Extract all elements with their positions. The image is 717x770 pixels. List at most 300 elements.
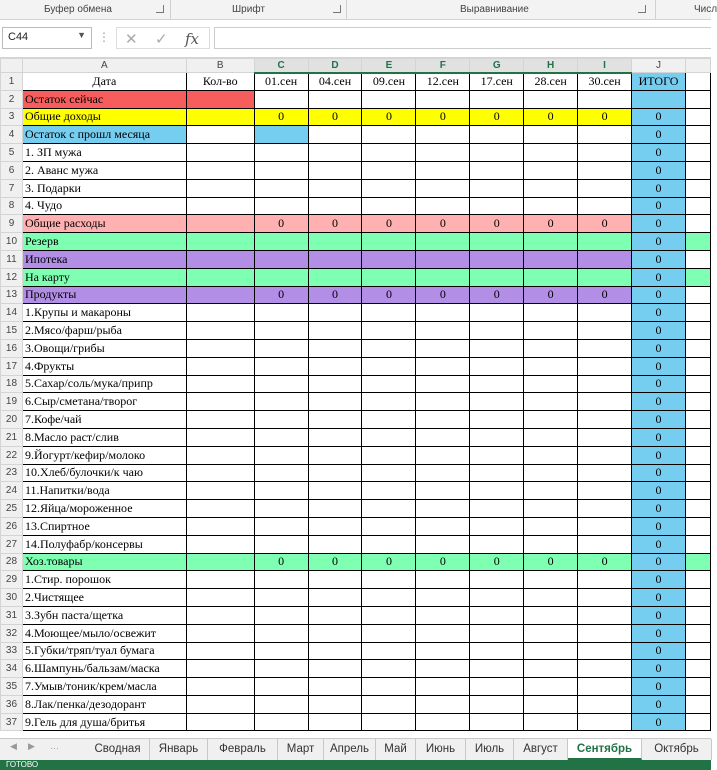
- value-cell[interactable]: [254, 500, 308, 518]
- spreadsheet-cell[interactable]: [685, 339, 710, 357]
- total-cell[interactable]: 0: [632, 393, 686, 411]
- value-cell[interactable]: [308, 589, 362, 607]
- row-label[interactable]: Ипотека: [22, 250, 186, 268]
- value-cell[interactable]: [308, 339, 362, 357]
- total-cell[interactable]: 0: [632, 517, 686, 535]
- row-label[interactable]: 8.Лак/пенка/дезодорант: [22, 695, 186, 713]
- column-header-h[interactable]: H: [524, 59, 578, 73]
- value-cell[interactable]: [470, 446, 524, 464]
- value-cell[interactable]: [416, 144, 470, 162]
- more-options-icon[interactable]: ⋮: [98, 30, 110, 44]
- spreadsheet-cell[interactable]: [685, 642, 710, 660]
- value-cell[interactable]: [416, 517, 470, 535]
- row-header[interactable]: 18: [1, 375, 23, 393]
- value-cell[interactable]: [254, 126, 308, 144]
- row-label[interactable]: 9.Гель для душа/бритья: [22, 713, 186, 731]
- row-header[interactable]: 22: [1, 446, 23, 464]
- value-cell[interactable]: 0: [578, 108, 632, 126]
- value-cell[interactable]: 0: [416, 215, 470, 233]
- column-title[interactable]: 30.сен: [578, 73, 632, 91]
- value-cell[interactable]: [524, 90, 578, 108]
- total-cell[interactable]: 0: [632, 161, 686, 179]
- value-cell[interactable]: [416, 606, 470, 624]
- value-cell[interactable]: [578, 571, 632, 589]
- row-header[interactable]: 34: [1, 660, 23, 678]
- sheet-tab[interactable]: Март: [278, 739, 324, 760]
- value-cell[interactable]: [416, 268, 470, 286]
- value-cell[interactable]: [308, 535, 362, 553]
- row-label[interactable]: 2.Мясо/фарш/рыба: [22, 322, 186, 340]
- row-label[interactable]: 14.Полуфабр/консервы: [22, 535, 186, 553]
- value-cell[interactable]: [470, 482, 524, 500]
- row-label[interactable]: 1.Стир. порошок: [22, 571, 186, 589]
- value-cell[interactable]: 0: [254, 553, 308, 571]
- qty-cell[interactable]: [186, 464, 254, 482]
- total-cell[interactable]: 0: [632, 126, 686, 144]
- row-label[interactable]: 12.Яйца/мороженное: [22, 500, 186, 518]
- value-cell[interactable]: [362, 517, 416, 535]
- value-cell[interactable]: [254, 144, 308, 162]
- value-cell[interactable]: 0: [416, 553, 470, 571]
- value-cell[interactable]: [362, 357, 416, 375]
- value-cell[interactable]: [524, 500, 578, 518]
- qty-cell[interactable]: [186, 108, 254, 126]
- value-cell[interactable]: [470, 624, 524, 642]
- value-cell[interactable]: [416, 357, 470, 375]
- value-cell[interactable]: [578, 250, 632, 268]
- value-cell[interactable]: [470, 357, 524, 375]
- row-label[interactable]: 10.Хлеб/булочки/к чаю: [22, 464, 186, 482]
- column-header-j[interactable]: J: [632, 59, 686, 73]
- value-cell[interactable]: 0: [416, 286, 470, 304]
- value-cell[interactable]: [524, 446, 578, 464]
- total-cell[interactable]: 0: [632, 179, 686, 197]
- value-cell[interactable]: [362, 571, 416, 589]
- formula-input[interactable]: [214, 27, 711, 49]
- spreadsheet-cell[interactable]: [685, 446, 710, 464]
- qty-cell[interactable]: [186, 161, 254, 179]
- cancel-icon[interactable]: ✕: [125, 30, 138, 48]
- value-cell[interactable]: [362, 500, 416, 518]
- row-label[interactable]: 2. Аванс мужа: [22, 161, 186, 179]
- value-cell[interactable]: [254, 642, 308, 660]
- value-cell[interactable]: 0: [362, 215, 416, 233]
- value-cell[interactable]: [254, 179, 308, 197]
- value-cell[interactable]: [362, 144, 416, 162]
- column-title[interactable]: 17.сен: [470, 73, 524, 91]
- row-label[interactable]: 6.Шампунь/бальзам/маска: [22, 660, 186, 678]
- spreadsheet-cell[interactable]: [685, 464, 710, 482]
- value-cell[interactable]: [254, 90, 308, 108]
- qty-cell[interactable]: [186, 250, 254, 268]
- value-cell[interactable]: [254, 268, 308, 286]
- row-header[interactable]: 13: [1, 286, 23, 304]
- value-cell[interactable]: [416, 322, 470, 340]
- value-cell[interactable]: [578, 268, 632, 286]
- spreadsheet-cell[interactable]: [685, 660, 710, 678]
- value-cell[interactable]: [308, 179, 362, 197]
- value-cell[interactable]: [416, 250, 470, 268]
- row-header[interactable]: 32: [1, 624, 23, 642]
- row-header[interactable]: 16: [1, 339, 23, 357]
- dialog-launcher-icon[interactable]: [638, 5, 646, 13]
- value-cell[interactable]: [578, 517, 632, 535]
- qty-cell[interactable]: [186, 304, 254, 322]
- value-cell[interactable]: [578, 428, 632, 446]
- value-cell[interactable]: [524, 393, 578, 411]
- qty-cell[interactable]: [186, 197, 254, 215]
- column-title[interactable]: 28.сен: [524, 73, 578, 91]
- value-cell[interactable]: [524, 233, 578, 251]
- value-cell[interactable]: [524, 606, 578, 624]
- value-cell[interactable]: [470, 606, 524, 624]
- value-cell[interactable]: [470, 304, 524, 322]
- value-cell[interactable]: [578, 482, 632, 500]
- value-cell[interactable]: [308, 161, 362, 179]
- qty-cell[interactable]: [186, 553, 254, 571]
- value-cell[interactable]: [308, 250, 362, 268]
- value-cell[interactable]: 0: [524, 286, 578, 304]
- value-cell[interactable]: [524, 517, 578, 535]
- total-cell[interactable]: 0: [632, 464, 686, 482]
- total-cell[interactable]: 0: [632, 678, 686, 696]
- row-header[interactable]: 26: [1, 517, 23, 535]
- value-cell[interactable]: [470, 179, 524, 197]
- value-cell[interactable]: [470, 464, 524, 482]
- qty-cell[interactable]: [186, 517, 254, 535]
- value-cell[interactable]: [416, 90, 470, 108]
- value-cell[interactable]: [362, 660, 416, 678]
- value-cell[interactable]: [416, 161, 470, 179]
- row-label[interactable]: На карту: [22, 268, 186, 286]
- value-cell[interactable]: [578, 713, 632, 731]
- value-cell[interactable]: 0: [362, 553, 416, 571]
- value-cell[interactable]: [578, 304, 632, 322]
- total-cell[interactable]: 0: [632, 286, 686, 304]
- row-header[interactable]: 14: [1, 304, 23, 322]
- row-header[interactable]: 21: [1, 428, 23, 446]
- value-cell[interactable]: [254, 250, 308, 268]
- spreadsheet-cell[interactable]: [685, 250, 710, 268]
- qty-cell[interactable]: [186, 624, 254, 642]
- qty-cell[interactable]: [186, 286, 254, 304]
- value-cell[interactable]: [308, 642, 362, 660]
- value-cell[interactable]: [578, 197, 632, 215]
- row-label[interactable]: 4.Моющее/мыло/освежит: [22, 624, 186, 642]
- value-cell[interactable]: [254, 161, 308, 179]
- value-cell[interactable]: [362, 179, 416, 197]
- value-cell[interactable]: [362, 411, 416, 429]
- value-cell[interactable]: [524, 428, 578, 446]
- qty-cell[interactable]: [186, 375, 254, 393]
- value-cell[interactable]: [254, 517, 308, 535]
- value-cell[interactable]: [524, 660, 578, 678]
- spreadsheet-cell[interactable]: [685, 695, 710, 713]
- spreadsheet-cell[interactable]: [685, 179, 710, 197]
- row-label[interactable]: 7.Умыв/тоник/крем/масла: [22, 678, 186, 696]
- sheet-tab[interactable]: Июль: [466, 739, 514, 760]
- total-cell[interactable]: 0: [632, 268, 686, 286]
- row-header[interactable]: 6: [1, 161, 23, 179]
- qty-cell[interactable]: [186, 571, 254, 589]
- value-cell[interactable]: [254, 464, 308, 482]
- value-cell[interactable]: [308, 446, 362, 464]
- spreadsheet-cell[interactable]: [685, 428, 710, 446]
- row-label[interactable]: 4. Чудо: [22, 197, 186, 215]
- scroll-right-icon[interactable]: ▶: [28, 741, 35, 751]
- value-cell[interactable]: [254, 678, 308, 696]
- row-header[interactable]: 19: [1, 393, 23, 411]
- column-header-e[interactable]: E: [362, 59, 416, 73]
- value-cell[interactable]: [254, 606, 308, 624]
- value-cell[interactable]: [416, 179, 470, 197]
- value-cell[interactable]: [470, 393, 524, 411]
- spreadsheet-cell[interactable]: [685, 500, 710, 518]
- value-cell[interactable]: [416, 464, 470, 482]
- value-cell[interactable]: [308, 393, 362, 411]
- spreadsheet-cell[interactable]: [685, 304, 710, 322]
- value-cell[interactable]: [362, 375, 416, 393]
- spreadsheet-cell[interactable]: [685, 73, 710, 91]
- value-cell[interactable]: [524, 678, 578, 696]
- value-cell[interactable]: [470, 375, 524, 393]
- value-cell[interactable]: [578, 161, 632, 179]
- column-header-b[interactable]: B: [186, 59, 254, 73]
- row-label[interactable]: 3. Подарки: [22, 179, 186, 197]
- spreadsheet-cell[interactable]: [685, 713, 710, 731]
- column-title[interactable]: Дата: [22, 73, 186, 91]
- dialog-launcher-icon[interactable]: [333, 5, 341, 13]
- value-cell[interactable]: [578, 446, 632, 464]
- name-box[interactable]: [2, 27, 92, 49]
- row-header[interactable]: 11: [1, 250, 23, 268]
- row-label[interactable]: 8.Масло раст/слив: [22, 428, 186, 446]
- value-cell[interactable]: [308, 606, 362, 624]
- value-cell[interactable]: [254, 624, 308, 642]
- row-header[interactable]: 20: [1, 411, 23, 429]
- value-cell[interactable]: [470, 678, 524, 696]
- value-cell[interactable]: [470, 535, 524, 553]
- row-header[interactable]: 5: [1, 144, 23, 162]
- chevron-down-icon[interactable]: ▼: [77, 30, 86, 40]
- value-cell[interactable]: [362, 161, 416, 179]
- row-label[interactable]: 11.Напитки/вода: [22, 482, 186, 500]
- value-cell[interactable]: 0: [524, 553, 578, 571]
- value-cell[interactable]: [470, 322, 524, 340]
- dialog-launcher-icon[interactable]: [156, 5, 164, 13]
- value-cell[interactable]: 0: [416, 108, 470, 126]
- value-cell[interactable]: [362, 482, 416, 500]
- total-cell[interactable]: 0: [632, 144, 686, 162]
- value-cell[interactable]: [308, 624, 362, 642]
- row-label[interactable]: 5.Сахар/соль/мука/припр: [22, 375, 186, 393]
- qty-cell[interactable]: [186, 339, 254, 357]
- row-header[interactable]: 10: [1, 233, 23, 251]
- value-cell[interactable]: [416, 197, 470, 215]
- value-cell[interactable]: [416, 428, 470, 446]
- spreadsheet-cell[interactable]: [685, 624, 710, 642]
- row-header[interactable]: 37: [1, 713, 23, 731]
- value-cell[interactable]: [524, 126, 578, 144]
- row-label[interactable]: Остаток с прошл месяца: [22, 126, 186, 144]
- value-cell[interactable]: [416, 482, 470, 500]
- value-cell[interactable]: [524, 464, 578, 482]
- row-label[interactable]: Общие доходы: [22, 108, 186, 126]
- value-cell[interactable]: [254, 322, 308, 340]
- value-cell[interactable]: [362, 393, 416, 411]
- value-cell[interactable]: [416, 393, 470, 411]
- row-label[interactable]: Общие расходы: [22, 215, 186, 233]
- column-header-a[interactable]: A: [22, 59, 186, 73]
- column-header-d[interactable]: D: [308, 59, 362, 73]
- qty-cell[interactable]: [186, 144, 254, 162]
- value-cell[interactable]: [578, 144, 632, 162]
- value-cell[interactable]: [524, 268, 578, 286]
- row-header[interactable]: 35: [1, 678, 23, 696]
- value-cell[interactable]: [470, 144, 524, 162]
- value-cell[interactable]: [470, 517, 524, 535]
- row-label[interactable]: 7.Кофе/чай: [22, 411, 186, 429]
- spreadsheet-cell[interactable]: [685, 571, 710, 589]
- total-cell[interactable]: 0: [632, 606, 686, 624]
- qty-cell[interactable]: [186, 678, 254, 696]
- row-header[interactable]: 33: [1, 642, 23, 660]
- spreadsheet-cell[interactable]: [685, 535, 710, 553]
- sheet-tab[interactable]: Январь: [150, 739, 208, 760]
- value-cell[interactable]: [470, 233, 524, 251]
- value-cell[interactable]: [524, 624, 578, 642]
- value-cell[interactable]: [578, 660, 632, 678]
- value-cell[interactable]: 0: [578, 286, 632, 304]
- value-cell[interactable]: [470, 90, 524, 108]
- value-cell[interactable]: [524, 304, 578, 322]
- total-cell[interactable]: 0: [632, 589, 686, 607]
- total-cell[interactable]: 0: [632, 446, 686, 464]
- value-cell[interactable]: [524, 535, 578, 553]
- spreadsheet-cell[interactable]: [685, 126, 710, 144]
- value-cell[interactable]: 0: [578, 215, 632, 233]
- row-label[interactable]: 9.Йогурт/кефир/молоко: [22, 446, 186, 464]
- value-cell[interactable]: [470, 642, 524, 660]
- total-cell[interactable]: 0: [632, 428, 686, 446]
- qty-cell[interactable]: [186, 500, 254, 518]
- value-cell[interactable]: [254, 197, 308, 215]
- row-header[interactable]: 1: [1, 73, 23, 91]
- spreadsheet-cell[interactable]: [685, 233, 710, 251]
- value-cell[interactable]: 0: [308, 108, 362, 126]
- column-header-g[interactable]: G: [470, 59, 524, 73]
- value-cell[interactable]: [470, 428, 524, 446]
- qty-cell[interactable]: [186, 233, 254, 251]
- total-cell[interactable]: 0: [632, 375, 686, 393]
- insert-function-icon[interactable]: fx: [185, 30, 200, 48]
- spreadsheet-cell[interactable]: [685, 90, 710, 108]
- spreadsheet-cell[interactable]: [685, 286, 710, 304]
- value-cell[interactable]: 0: [470, 286, 524, 304]
- value-cell[interactable]: [524, 339, 578, 357]
- value-cell[interactable]: [308, 660, 362, 678]
- value-cell[interactable]: [416, 624, 470, 642]
- value-cell[interactable]: [362, 589, 416, 607]
- row-header[interactable]: 24: [1, 482, 23, 500]
- row-label[interactable]: 2.Чистящее: [22, 589, 186, 607]
- value-cell[interactable]: [254, 357, 308, 375]
- total-cell[interactable]: 0: [632, 322, 686, 340]
- qty-cell[interactable]: [186, 589, 254, 607]
- value-cell[interactable]: [470, 695, 524, 713]
- row-header[interactable]: 27: [1, 535, 23, 553]
- spreadsheet-cell[interactable]: [685, 144, 710, 162]
- column-header-c[interactable]: C: [254, 59, 308, 73]
- sheet-tab[interactable]: Сводная: [86, 739, 150, 760]
- total-cell[interactable]: 0: [632, 535, 686, 553]
- value-cell[interactable]: [308, 197, 362, 215]
- value-cell[interactable]: [308, 322, 362, 340]
- value-cell[interactable]: [416, 535, 470, 553]
- row-label[interactable]: 3.Зубн паста/щетка: [22, 606, 186, 624]
- value-cell[interactable]: 0: [470, 215, 524, 233]
- value-cell[interactable]: [254, 695, 308, 713]
- value-cell[interactable]: [254, 589, 308, 607]
- value-cell[interactable]: [578, 500, 632, 518]
- total-cell[interactable]: 0: [632, 197, 686, 215]
- value-cell[interactable]: [254, 571, 308, 589]
- row-header[interactable]: 36: [1, 695, 23, 713]
- total-cell[interactable]: 0: [632, 250, 686, 268]
- value-cell[interactable]: [254, 393, 308, 411]
- spreadsheet-grid[interactable]: [0, 58, 711, 731]
- total-cell[interactable]: 0: [632, 215, 686, 233]
- value-cell[interactable]: [308, 678, 362, 696]
- row-label[interactable]: 6.Сыр/сметана/творог: [22, 393, 186, 411]
- value-cell[interactable]: [308, 144, 362, 162]
- value-cell[interactable]: [416, 571, 470, 589]
- qty-cell[interactable]: [186, 126, 254, 144]
- value-cell[interactable]: [524, 144, 578, 162]
- value-cell[interactable]: [416, 446, 470, 464]
- spreadsheet-cell[interactable]: [685, 678, 710, 696]
- qty-cell[interactable]: [186, 215, 254, 233]
- value-cell[interactable]: 0: [308, 553, 362, 571]
- row-header[interactable]: 3: [1, 108, 23, 126]
- value-cell[interactable]: [470, 411, 524, 429]
- spreadsheet-cell[interactable]: [685, 517, 710, 535]
- value-cell[interactable]: [254, 375, 308, 393]
- value-cell[interactable]: 0: [578, 553, 632, 571]
- total-cell[interactable]: 0: [632, 233, 686, 251]
- value-cell[interactable]: 0: [470, 553, 524, 571]
- row-header[interactable]: 12: [1, 268, 23, 286]
- value-cell[interactable]: 0: [470, 108, 524, 126]
- value-cell[interactable]: [308, 517, 362, 535]
- value-cell[interactable]: 0: [254, 108, 308, 126]
- value-cell[interactable]: [308, 713, 362, 731]
- value-cell[interactable]: [308, 357, 362, 375]
- value-cell[interactable]: [578, 233, 632, 251]
- column-title[interactable]: 09.сен: [362, 73, 416, 91]
- value-cell[interactable]: [308, 126, 362, 144]
- value-cell[interactable]: [578, 678, 632, 696]
- value-cell[interactable]: [362, 233, 416, 251]
- sheet-tab[interactable]: Май: [376, 739, 416, 760]
- value-cell[interactable]: [578, 126, 632, 144]
- qty-cell[interactable]: [186, 268, 254, 286]
- value-cell[interactable]: [362, 695, 416, 713]
- sheet-tab[interactable]: Февраль: [208, 739, 278, 760]
- row-header[interactable]: 28: [1, 553, 23, 571]
- spreadsheet-cell[interactable]: [685, 215, 710, 233]
- value-cell[interactable]: [578, 606, 632, 624]
